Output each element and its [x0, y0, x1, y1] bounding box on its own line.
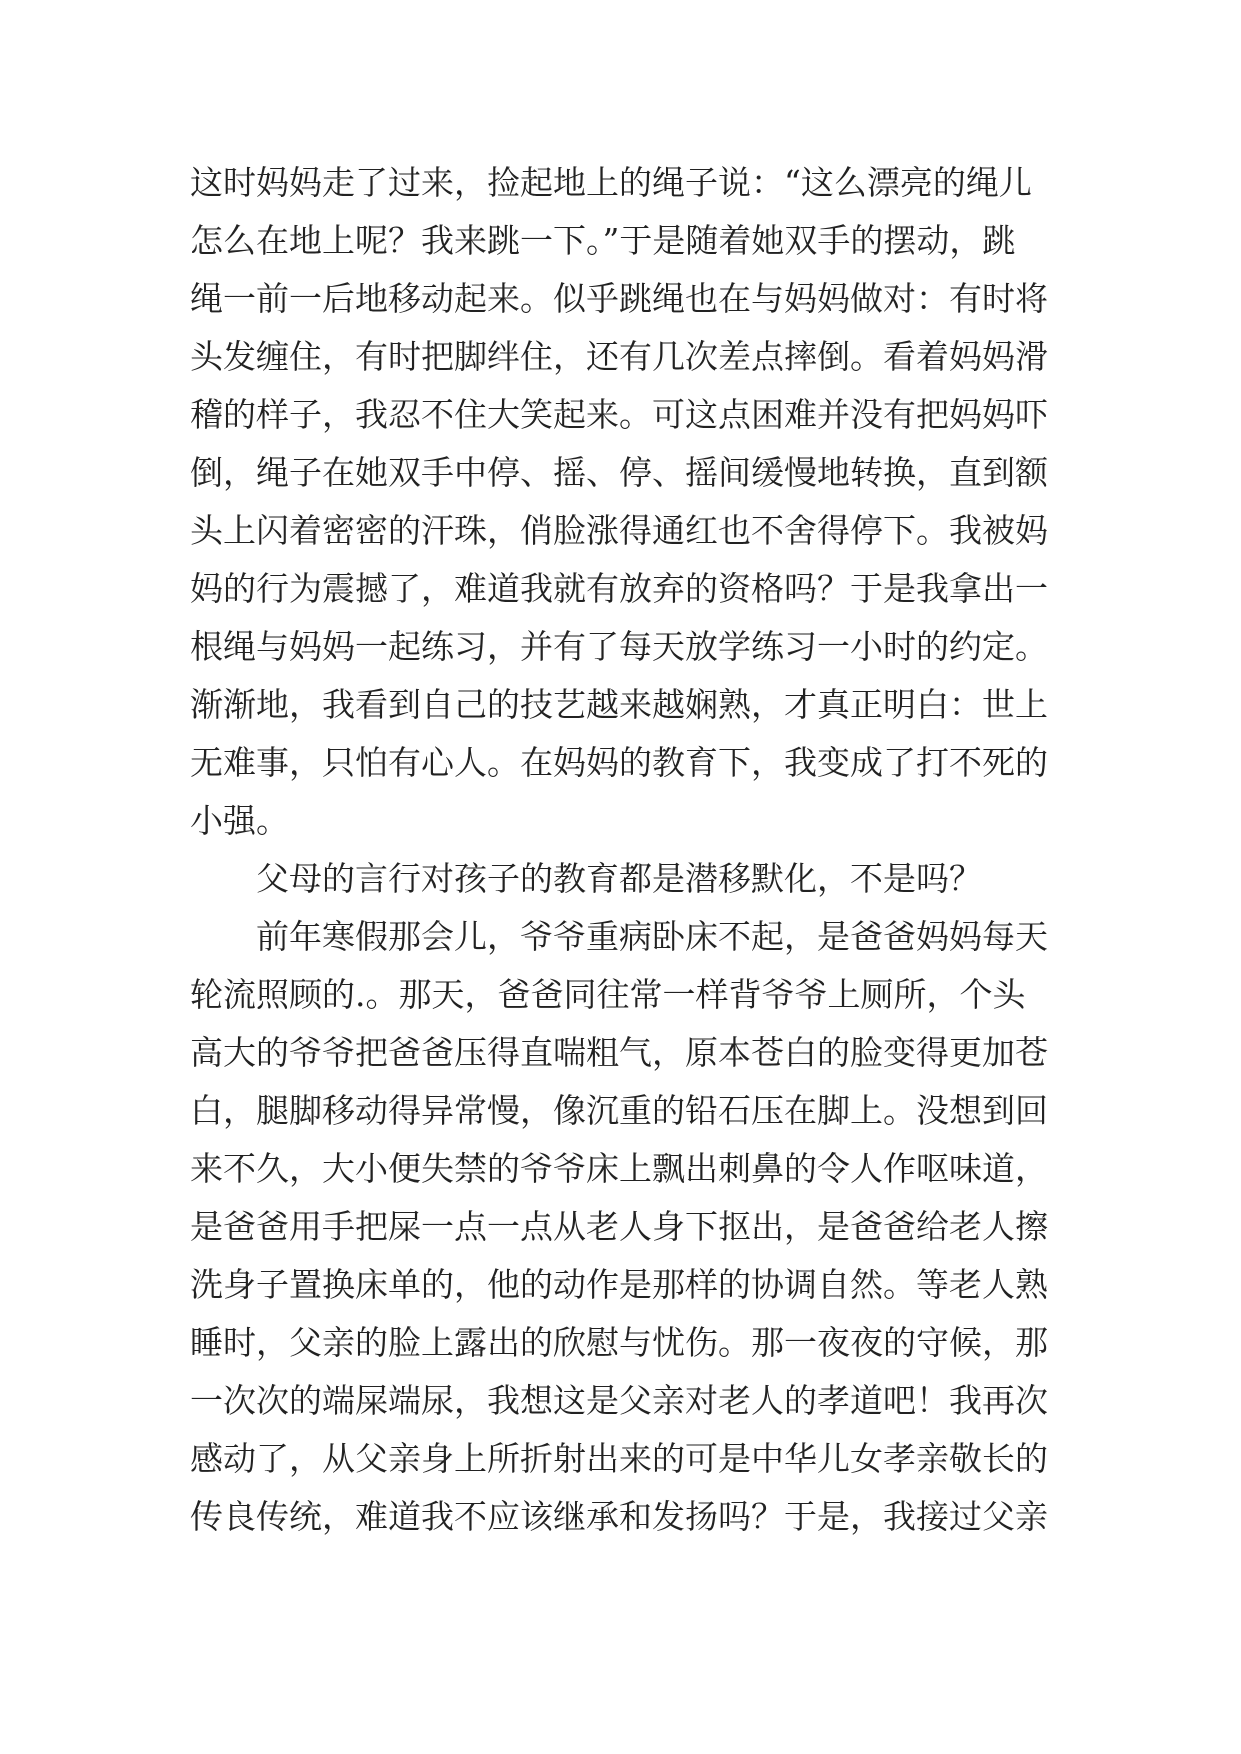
- text-line: 稽的样子，我忍不住大笑起来。可这点困难并没有把妈妈吓: [190, 395, 1048, 434]
- text-line: 绳一前一后地移动起来。似乎跳绳也在与妈妈做对：有时将: [190, 279, 1048, 318]
- text-line: 来不久，大小便失禁的爷爷床上飘出刺鼻的令人作呕味道，: [190, 1149, 1048, 1188]
- text-line: 小强。: [190, 801, 289, 840]
- text-line: 一次次的端屎端尿，我想这是父亲对老人的孝道吧！我再次: [190, 1381, 1048, 1420]
- text-line: 传良传统，难道我不应该继承和发扬吗？于是，我接过父亲: [190, 1497, 1048, 1536]
- text-line: 感动了，从父亲身上所折射出来的可是中华儿女孝亲敬长的: [190, 1439, 1048, 1478]
- body-text: [190, 154, 1070, 1546]
- text-line: 渐渐地，我看到自己的技艺越来越娴熟，才真正明白：世上: [190, 685, 1048, 724]
- text-line: 根绳与妈妈一起练习，并有了每天放学练习一小时的约定。: [190, 627, 1048, 666]
- text-line: 妈的行为震撼了，难道我就有放弃的资格吗？于是我拿出一: [190, 569, 1048, 608]
- text-line: 轮流照顾的.。那天，爸爸同往常一样背爷爷上厕所，个头: [190, 975, 1026, 1014]
- text-line: 头发缠住，有时把脚绊住，还有几次差点摔倒。看着妈妈滑: [190, 337, 1048, 376]
- text-line: 这时妈妈走了过来，捡起地上的绳子说：“这么漂亮的绳儿: [190, 163, 1032, 202]
- text-line: 怎么在地上呢？我来跳一下。”于是随着她双手的摆动，跳: [190, 221, 1016, 260]
- paragraph-first-line: 父母的言行对孩子的教育都是潜移默化，不是吗？: [256, 859, 982, 898]
- text-line: 高大的爷爷把爸爸压得直喘粗气，原本苍白的脸变得更加苍: [190, 1033, 1048, 1072]
- text-line: 头上闪着密密的汗珠，俏脸涨得通红也不舍得停下。我被妈: [190, 511, 1048, 550]
- text-line: 倒，绳子在她双手中停、摇、停、摇间缓慢地转换，直到额: [190, 453, 1048, 492]
- paragraph-first-line: 前年寒假那会儿，爷爷重病卧床不起，是爸爸妈妈每天: [256, 917, 1048, 956]
- text-line: 白，腿脚移动得异常慢，像沉重的铅石压在脚上。没想到回: [190, 1091, 1048, 1130]
- text-line: 无难事，只怕有心人。在妈妈的教育下，我变成了打不死的: [190, 743, 1048, 782]
- text-line: 是爸爸用手把屎一点一点从老人身下抠出，是爸爸给老人擦: [190, 1207, 1048, 1246]
- text-line: 洗身子置换床单的，他的动作是那样的协调自然。等老人熟: [190, 1265, 1048, 1304]
- text-line: 睡时，父亲的脸上露出的欣慰与忧伤。那一夜夜的守候，那: [190, 1323, 1048, 1362]
